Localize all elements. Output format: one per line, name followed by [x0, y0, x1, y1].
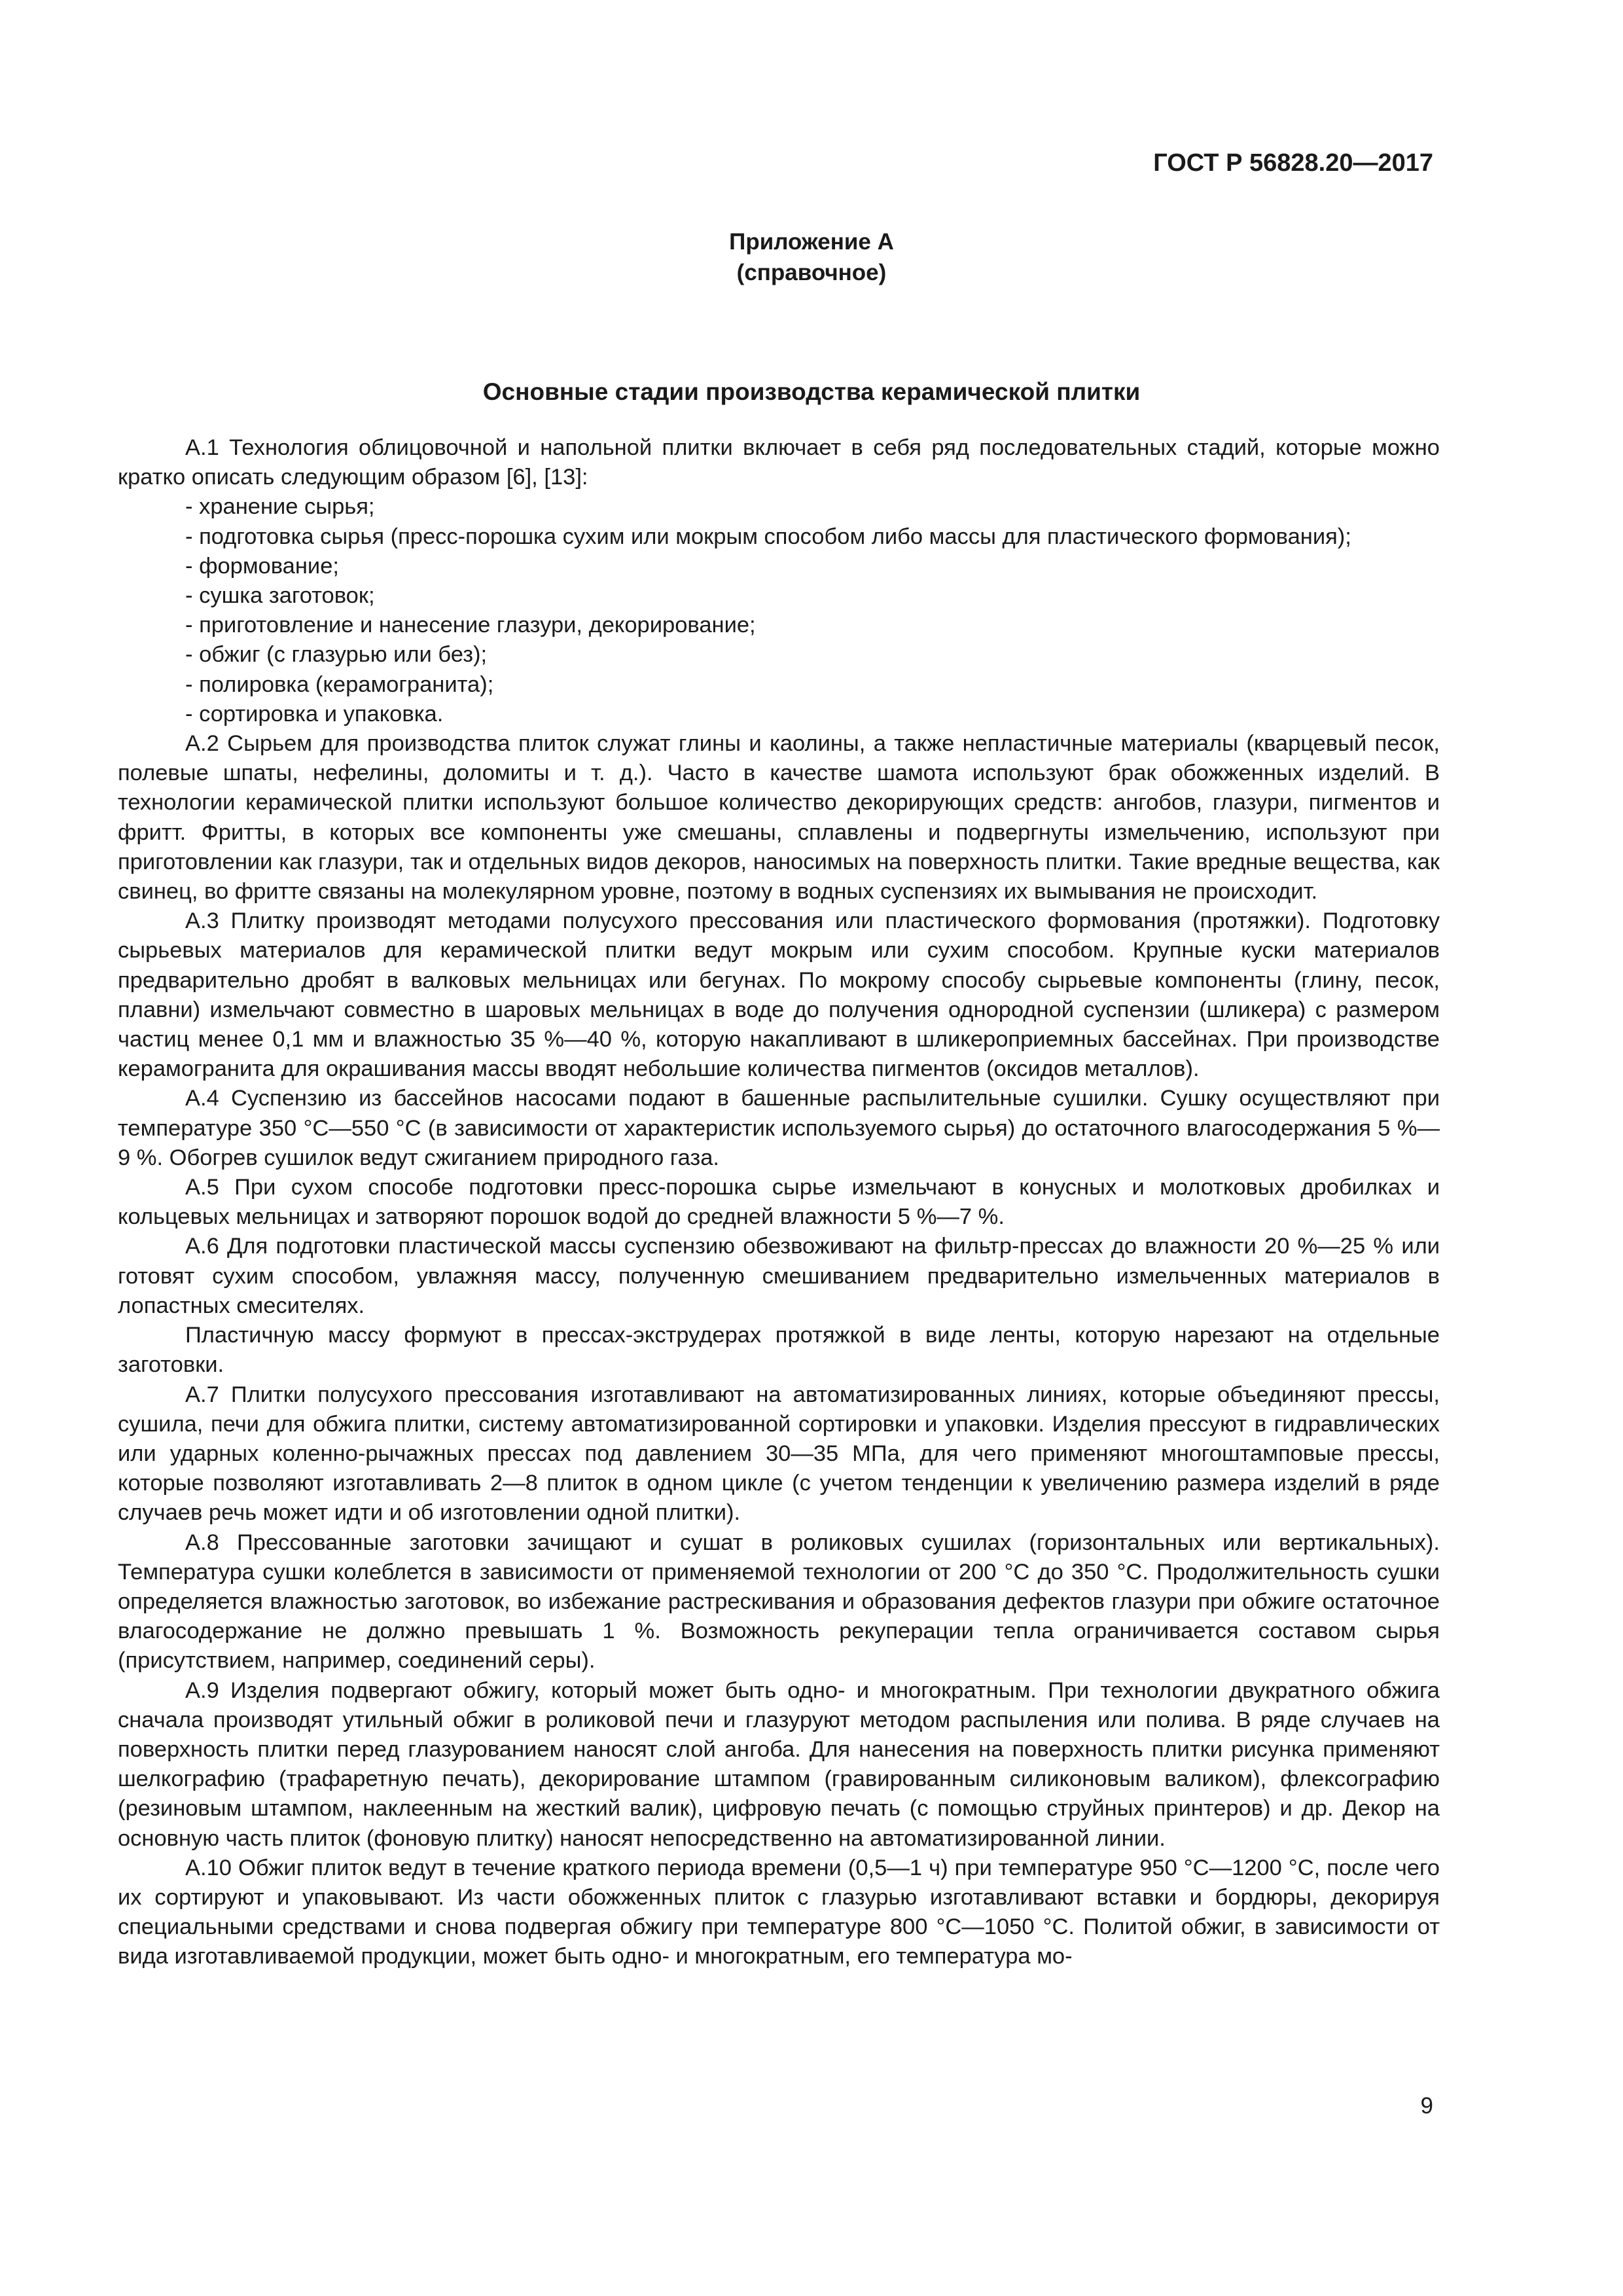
stages-list	[118, 492, 1440, 729]
list-item: - подготовка сырья (пресс-порошка сухим или мокрым способом либо массы для пластического формования);	[185, 524, 1351, 549]
paragraph-a8: А.8 Прессованные заготовки зачищают и сушат в роликовых сушилах (горизонтальных или вертикальных). Температура сушки колеблется в зависимости от применяемой технологии от 200 °С до 350 °С. Продолжительность сушки определяется влажностью заготовок, во избежание растрескивания и образования дефектов глазури при обжиге остаточное влагосодержание не должно превышать 1 %. Возможность рекуперации тепла ограничивается составом сырья (присутствием, например, соединений серы).	[118, 1530, 1440, 1674]
document-body	[118, 433, 1440, 1972]
paragraph-a6: А.6 Для подготовки пластической массы суспензию обезвоживают на фильтр-прессах до влажности 20 %—25 % или готовят сухим способом, увлажняя массу, полученную смешиванием предварительно измельченных материалов в лопастных смесителях.	[118, 1234, 1440, 1318]
paragraph-a5: А.5 При сухом способе подготовки пресс-порошка сырье измельчают в конусных и молотковых дробилках и кольцевых мельницах и затворяют порошок водой до средней влажности 5 %—7 %.	[118, 1175, 1440, 1230]
appendix-type: (справочное)	[736, 260, 887, 285]
paragraph-a7: А.7 Плитки полусухого прессования изготавливают на автоматизированных линиях, которые объединяют прессы, сушила, печи для обжига плитки, систему автоматизированной сортировки и упаковки. Изделия прессуют в гидравлических или ударных коленно-рычажных прессах под давлением 30—35 МПа, для чего применяют многоштамповые прессы, которые позволяют изготавливать 2—8 плиток в одном цикле (с учетом тенденции к увеличению размера изделий в ряде случаев речь может идти и об изготовлении одной плитки).	[118, 1382, 1440, 1526]
list-item: - полировка (керамогранита);	[185, 672, 494, 697]
paragraph-a10: А.10 Обжиг плиток ведут в течение краткого периода времени (0,5—1 ч) при температуре 950 °С—1200 °С, после чего их сортируют и упаковывают. Из части обожженных плиток с глазурью изготавливают вставки и бордюры, декорируя специальными средствами и снова подвергая обжигу при температуре 800 °С—1050 °С. Политой обжиг, в зависимости от вида изготавливаемой продукции, может быть одно- и многократным, его температура мо-	[118, 1855, 1440, 1969]
appendix-heading	[0, 226, 1623, 288]
appendix-label: Приложение А	[729, 229, 894, 255]
paragraph-a3: А.3 Плитку производят методами полусухого прессования или пластического формования (протяжки). Подготовку сырьевых материалов для керамической плитки ведут мокрым или сухим способом. Крупные куски материалов предварительно дробят в валковых мельницах или бегунах. По мокрому способу сырьевые компоненты (глину, песок, плавни) измельчают совместно в шаровых мельницах в воде до получения однородной суспензии (шликера) с размером частиц менее 0,1 мм и влажностью 35 %—40 %, которую накапливают в шликероприемных бассейнах. При производстве керамогранита для окрашивания массы вводят небольшие количества пигментов (оксидов металлов).	[118, 908, 1440, 1082]
list-item: - сушка заготовок;	[185, 583, 375, 609]
list-item: - сортировка и упаковка.	[185, 701, 444, 726]
paragraph-a6-continued: Пластичную массу формуют в прессах-экструдерах протяжкой в виде ленты, которую нарезают на отдельные заготовки.	[118, 1323, 1440, 1378]
section-title: Основные стадии производства керамической плитки	[482, 378, 1141, 405]
paragraph-a9: А.9 Изделия подвергают обжигу, который может быть одно- и многократным. При технологии двукратного обжига сначала производят утильный обжиг в роликовой печи и глазуруют методом распыления или полива. В ряде случаев на поверхность плитки перед глазурованием наносят слой ангоба. Для нанесения на поверхность плитки рисунка применяют шелкографию (трафаретную печать), декорирование штампом (гравированным силиконовым валиком), флексографию (резиновым штампом, наклеенным на жесткий валик), цифровую печать (с помощью струйных принтеров) и др. Декор на основную часть плиток (фоновую плитку) наносят непосредственно на автоматизированной линии.	[118, 1677, 1440, 1851]
paragraph-a2: А.2 Сырьем для производства плиток служат глины и каолины, а также непластичные материалы (кварцевый песок, полевые шпаты, нефелины, доломиты и т. д.). Часто в качестве шамота используют брак обожженных изделий. В технологии керамической плитки используют большое количество декорирующих средств: ангобов, глазури, пигментов и фритт. Фритты, в которых все компоненты уже смешаны, сплавлены и подвергнуты измельчению, используют при приготовлении как глазури, так и отдельных видов декоров, наносимых на поверхность плитки. Такие вредные вещества, как свинец, во фритте связаны на молекулярном уровне, поэтому в водных суспензиях их вымывания не происходит.	[118, 731, 1440, 905]
list-item: - хранение сырья;	[185, 494, 375, 520]
page-number: 9	[1420, 2093, 1433, 2119]
document-code: ГОСТ Р 56828.20—2017	[1153, 149, 1433, 177]
paragraph-a1: А.1 Технология облицовочной и напольной плитки включает в себя ряд последовательных стадий, которые можно кратко описать следующим образом [6], [13]:	[118, 435, 1440, 490]
list-item: - обжиг (с глазурью или без);	[185, 642, 488, 668]
list-item: - приготовление и нанесение глазури, декорирование;	[185, 613, 756, 638]
list-item: - формование;	[185, 553, 339, 579]
paragraph-a4: А.4 Суспензию из бассейнов насосами подают в башенные распылительные сушилки. Сушку осуществляют при температуре 350 °С—550 °С (в зависимости от характеристик используемого сырья) до остаточного влагосодержания 5 %—9 %. Обогрев сушилок ведут сжиганием природного газа.	[118, 1086, 1440, 1170]
